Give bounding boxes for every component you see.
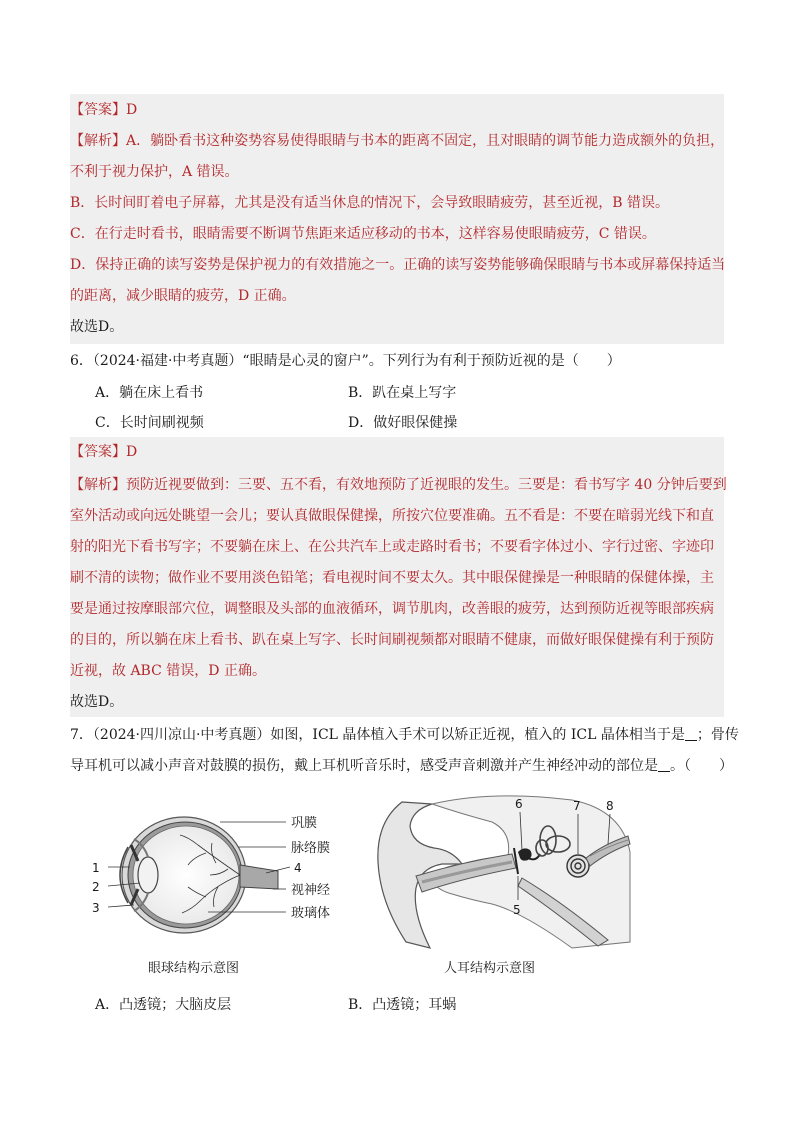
label-sclera: 巩膜 [291,816,318,831]
q6-analysis-line-1: 【解析】预防近视要做到：三要、五不看，有效地预防了近视眼的发生。三要是：看书写字 40 分钟后要到 [70,477,727,493]
label-5: 5 [513,903,521,917]
q6-analysis-line-4: 刷不清的读物；做作业不要用淡色铅笔；看电视时间不要太久。其中眼保健操是一种眼睛的保健体操，主 [70,570,714,586]
label-vitreous: 玻璃体 [291,906,331,921]
q7-stem-line-1: 7．（2024·四川凉山·中考真题）如图，ICL 晶体植入手术可以矫正近视，植入的 ICL 晶体相当于是 ；骨传 [70,727,739,743]
q5-conclusion: 故选D。 [70,319,124,335]
label-7: 7 [573,799,581,813]
q6-analysis-line-3: 射的阳光下看书写字；不要躺在床上、在公共汽车上或走路时看书；不要看字体过小、字行过密、字迹印 [70,539,714,555]
q7-option-a: A．凸透镜；大脑皮层 [95,997,232,1013]
q5-analysis-line-4: C．在行走时看书，眼睛需要不断调节焦距来适应移动的书本，这样容易使眼睛疲劳，C 错误。 [70,226,656,242]
eyeball-diagram [88,805,350,945]
answer-blank-1 [685,726,697,741]
q5-analysis-line-5: D．保持正确的读写姿势是保护视力的有效措施之一。正确的读写姿势能够确保眼睛与书本或屏幕保持适当 [70,257,726,273]
q6-option-c: C．长时间刷视频 [95,415,204,431]
label-4: 4 [294,861,302,875]
ear-diagram [372,792,634,952]
q6-analysis-line-7: 近视，故 ABC 错误，D 正确。 [70,663,266,679]
q6-option-d: D．做好眼保健操 [348,415,458,431]
q5-analysis-line-2: 不利于视力保护，A 错误。 [70,164,239,180]
label-8: 8 [606,799,614,813]
q6-answer: 【答案】D [70,444,138,460]
label-3: 3 [92,901,100,915]
q6-stem: 6．（2024·福建·中考真题）“眼睛是心灵的窗户”。下列行为有利于预防近视的是（ ） [70,353,621,369]
label-optic-nerve: 视神经 [291,883,331,898]
answer-blank-2 [658,757,670,772]
q7-option-b: B．凸透镜；耳蜗 [348,997,457,1013]
optic-nerve-shape [240,865,278,889]
q6-analysis-line-2: 室外活动或向远处眺望一会儿；要认真做眼保健操，所按穴位要准确。五不看是：不要在暗弱光线下和直 [70,508,714,524]
lens-shape [138,857,158,893]
q5-analysis-line-3: B．长时间盯着电子屏幕，尤其是没有适当休息的情况下，会导致眼睛疲劳，甚至近视，B 错误。 [70,195,670,211]
label-6: 6 [515,797,523,811]
q7-stem-line-2: 导耳机可以减小声音对鼓膜的损伤，戴上耳机听音乐时，感受声音刺激并产生神经冲动的部位是 。（ ） [70,758,733,774]
q6-option-b: B．趴在桌上写字 [348,385,457,401]
q5-answer: 【答案】D [70,102,138,118]
label-choroid: 脉络膜 [291,841,331,856]
label-2: 2 [92,880,100,894]
q5-analysis-line-1: 【解析】A．躺卧看书这种姿势容易使得眼睛与书本的距离不固定，且对眼睛的调节能力造成额外的负担， [70,133,725,149]
q6-analysis-line-5: 要是通过按摩眼部穴位，调整眼及头部的血液循环，调节肌肉，改善眼的疲劳，达到预防近视等眼部疾病 [70,601,714,617]
ear-diagram-caption: 人耳结构示意图 [444,961,536,976]
q6-analysis-line-6: 的目的，所以躺在床上看书、趴在桌上写字、长时间刷视频都对眼睛不健康，而做好眼保健操有利于预防 [70,632,714,648]
q6-option-a: A．躺在床上看书 [95,385,204,401]
q5-analysis-line-6: 的距离，减少眼睛的疲劳，D 正确。 [70,288,296,304]
label-1: 1 [92,861,100,875]
q6-conclusion: 故选D。 [70,694,124,710]
eye-diagram-caption: 眼球结构示意图 [148,961,240,976]
